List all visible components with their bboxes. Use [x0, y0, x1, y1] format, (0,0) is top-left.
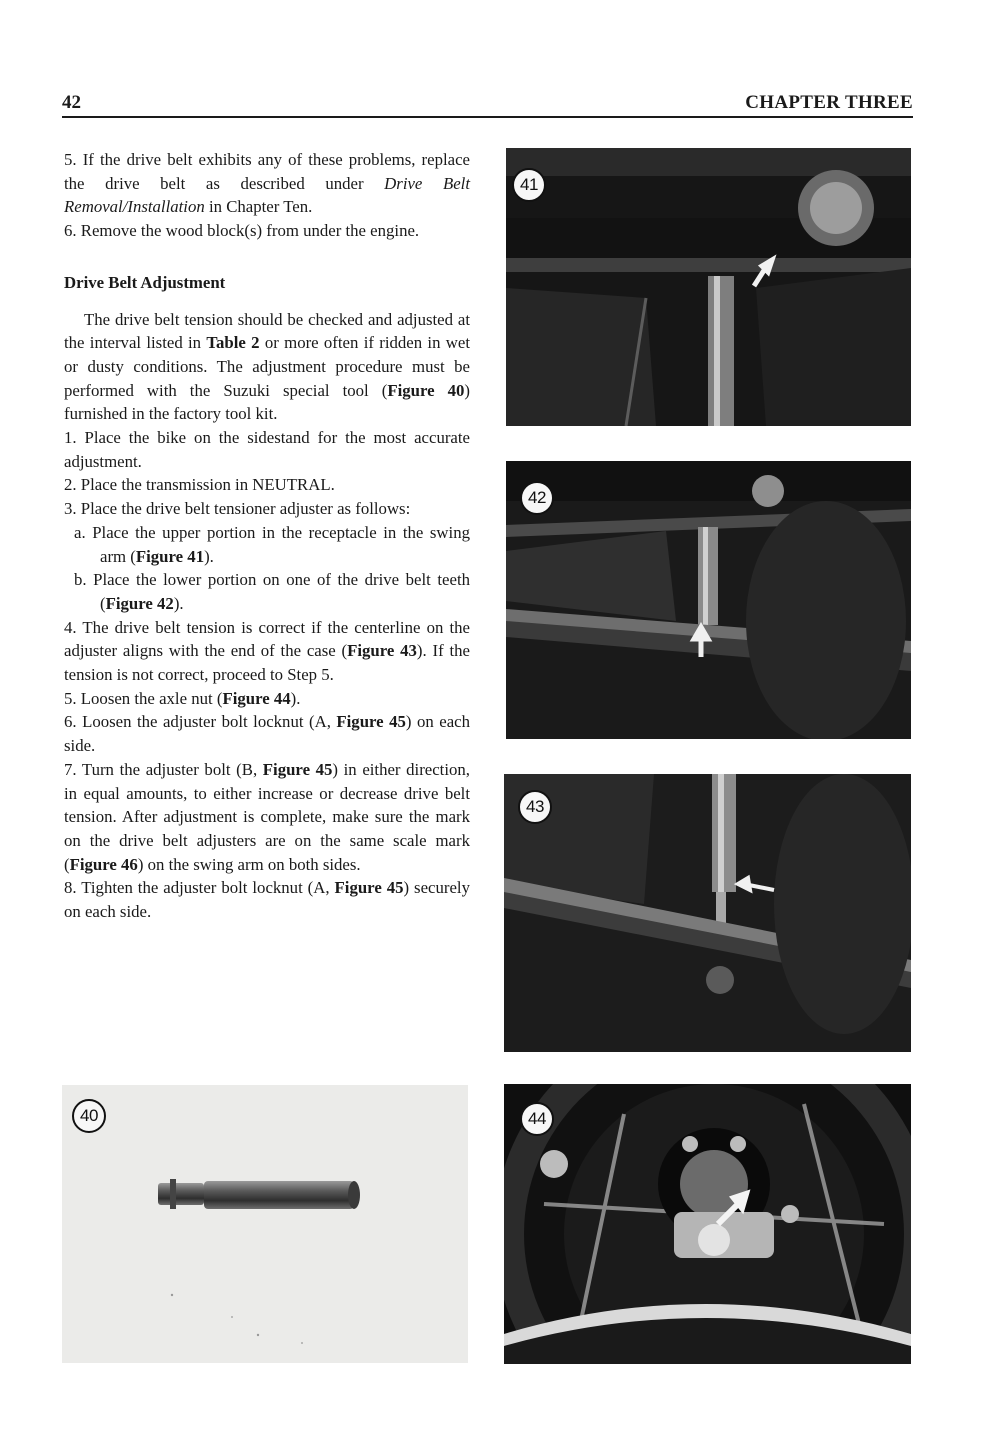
figure-40-label: 40 [72, 1099, 106, 1133]
adjuster-centerline-illustration [504, 774, 911, 1052]
figure-43-photo [504, 774, 911, 1052]
figure-41-photo [506, 148, 911, 426]
page-number: 42 [62, 92, 81, 113]
chapter-title: CHAPTER THREE [745, 92, 913, 113]
step-1: 1. Place the bike on the sidestand for the most accurate adjustment. [64, 428, 470, 471]
figure-42-label: 42 [520, 481, 554, 515]
step-3a: a. Place the upper portion in the receptacle in the swing arm (Figure 41). [74, 522, 470, 566]
cross-reference: Drive Belt Removal/Installation [64, 173, 470, 217]
step-3b: b. Place the lower portion on one of the drive belt teeth (Figure 42). [74, 570, 470, 613]
paragraph-step-5-belt-problems: 5. If the drive belt exhibits any of these problems, replace the drive belt as described under Drive Belt Removal/Installation in Chapter Ten. [64, 150, 470, 217]
header-rule [62, 116, 913, 118]
step-6: 6. Loosen the adjuster bolt locknut (A, Figure 45) on each side. [64, 712, 470, 756]
axle-nut-illustration [504, 1084, 911, 1364]
tool-illustration [62, 1085, 468, 1363]
figure-43-label: 43 [518, 790, 552, 824]
figure-44-photo [504, 1084, 911, 1364]
section-heading: Drive Belt Adjustment [64, 272, 226, 292]
belt-teeth-illustration [506, 461, 911, 739]
paragraph-intro: The drive belt tension should be checked and adjusted at the interval listed in Table 2 or more often if ridden in wet or dusty conditions. The adjustment procedure must be performed with the Suzuki special tool (Figure 40) furnished in the factory tool kit. [64, 309, 471, 424]
step-2: 2. Place the transmission in NEUTRAL. [64, 475, 335, 495]
step-8: 8. Tighten the adjuster bolt locknut (A, Figure 45) securely on each side. [64, 878, 470, 922]
step-4: 4. The drive belt tension is correct if the centerline on the adjuster aligns with the end of the case (Figure 43). If the tension is not correct, proceed to Step 5. [64, 617, 470, 685]
paragraph-step-6-wood-blocks: 6. Remove the wood block(s) from under the engine. [64, 221, 420, 241]
step-3: 3. Place the drive belt tensioner adjuster as follows: [64, 499, 411, 519]
figure-41-label: 41 [512, 168, 546, 202]
figure-44-label: 44 [520, 1102, 554, 1136]
body-text-column [64, 148, 470, 924]
step-7: 7. Turn the adjuster bolt (B, Figure 45) in either direction, in equal amounts, to either increase or decrease drive belt tension. After adjustment is complete, make sure the mark on the drive belt adjusters are on the same scale mark (Figure 46) on the swing arm on both sides. [64, 759, 470, 874]
figure-40-photo [62, 1085, 468, 1363]
step-5: 5. Loosen the axle nut (Figure 44). [64, 688, 301, 708]
swing-arm-receptacle-illustration [506, 148, 911, 426]
figure-42-photo [506, 461, 911, 739]
